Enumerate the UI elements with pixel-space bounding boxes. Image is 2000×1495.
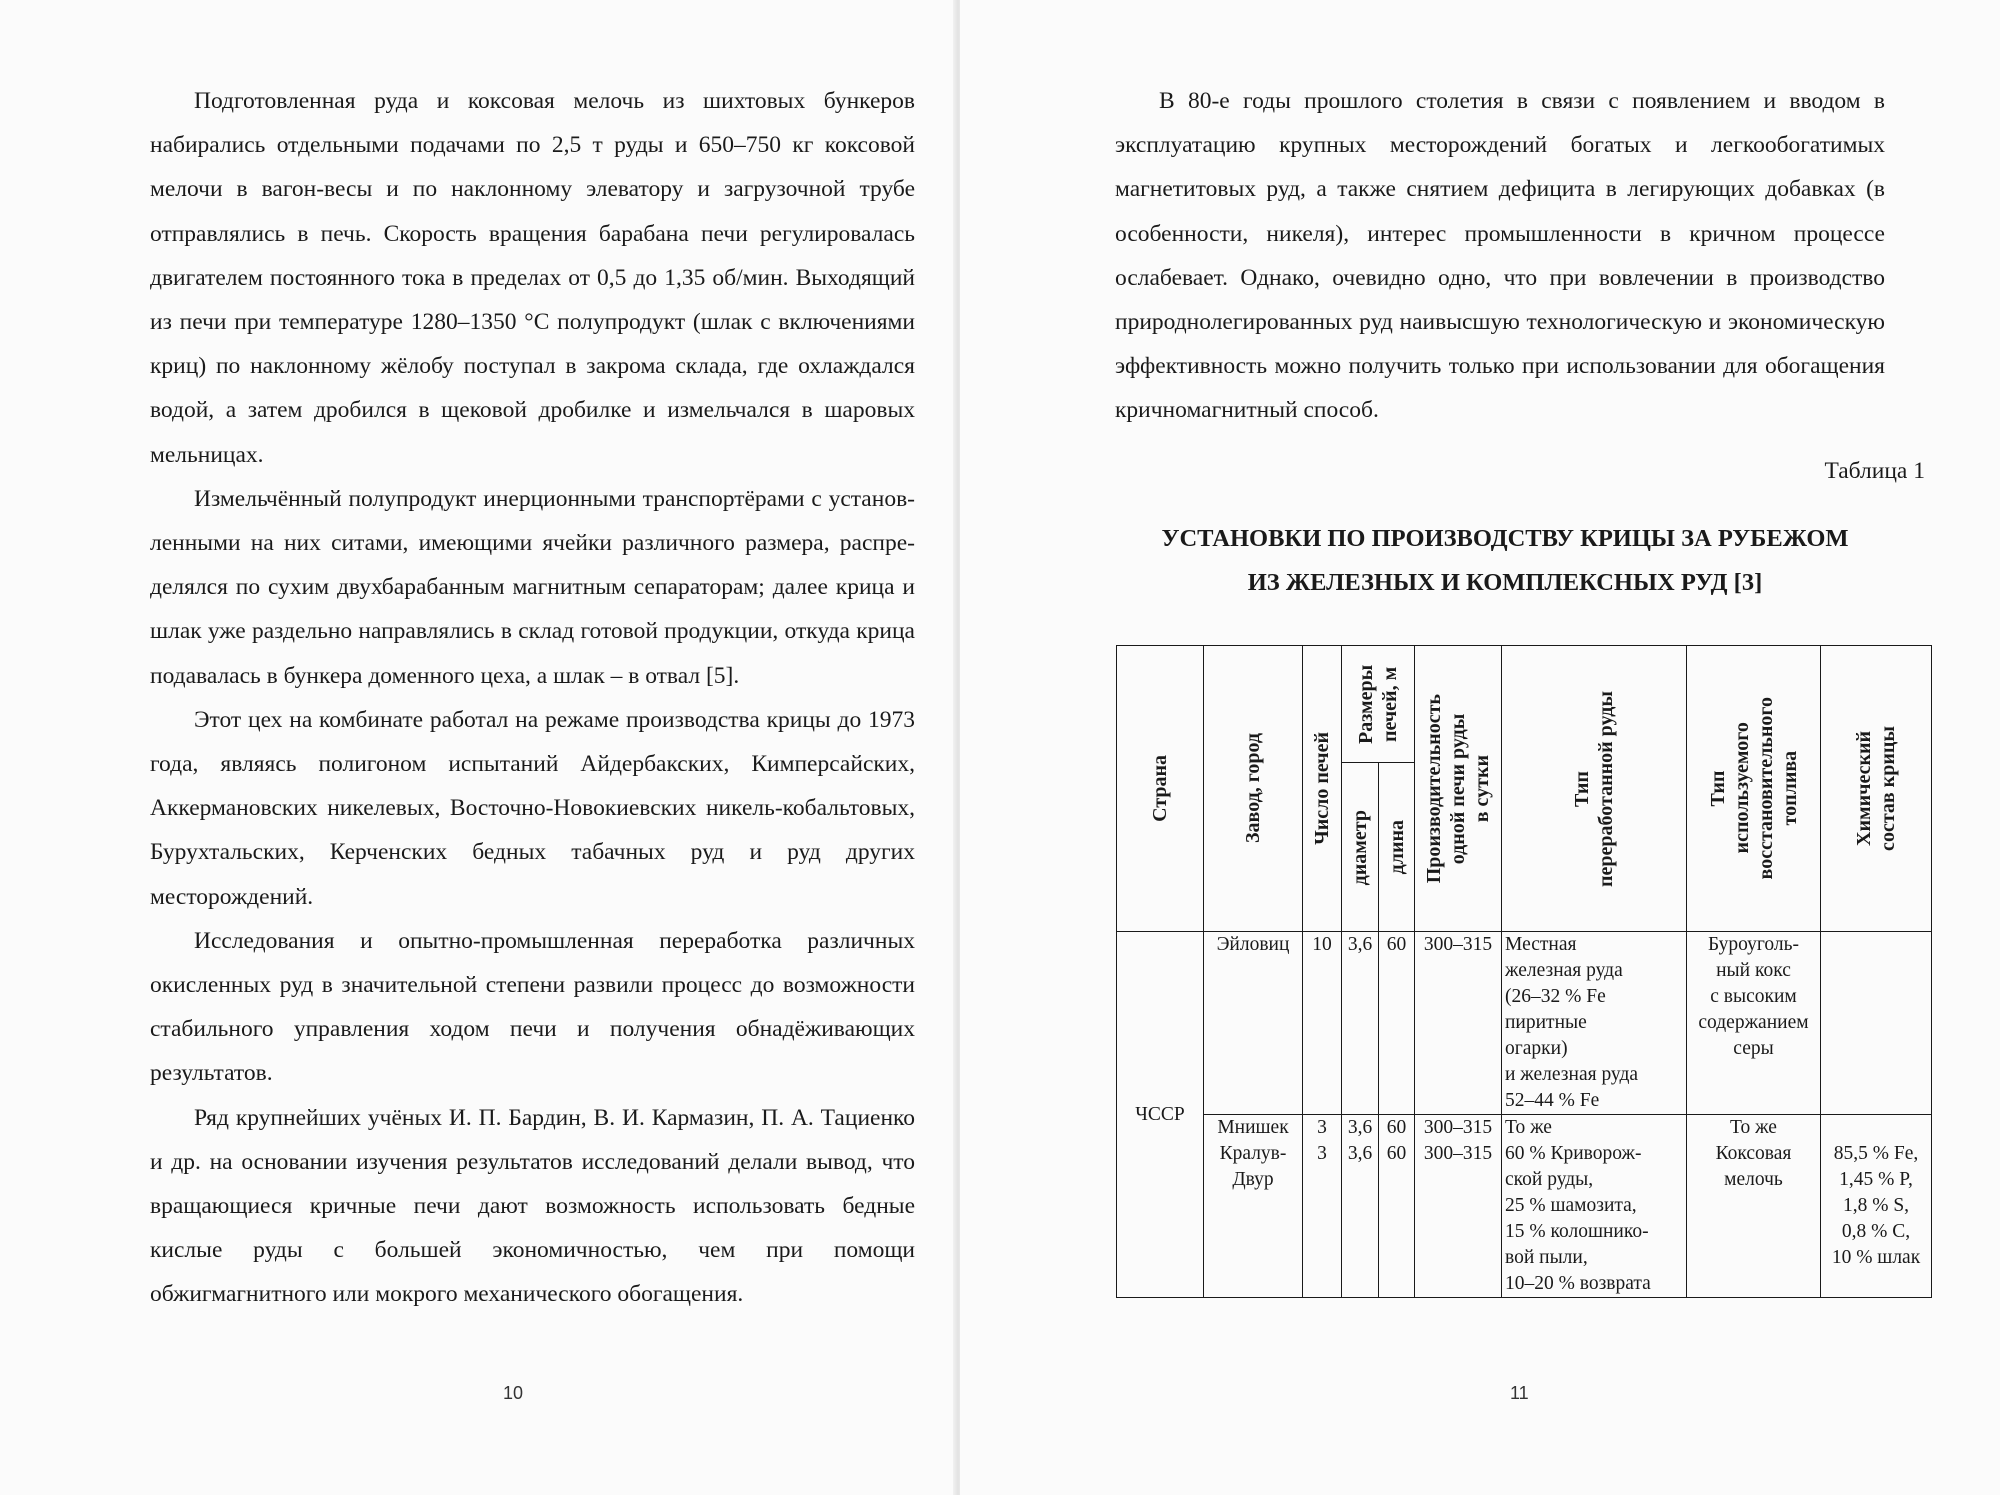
cell-productivity: 300–315 300–315 — [1415, 1115, 1502, 1298]
header-chem: Химический состав крицы — [1821, 646, 1932, 932]
cell-count: 3 3 — [1303, 1115, 1342, 1298]
header-sizes: Размеры печей, м — [1342, 646, 1415, 763]
header-plant: Завод, город — [1204, 646, 1303, 932]
paragraph: Подготовленная руда и коксовая мелочь из шихтовых бункеров набирались отдельными подачами по 2,5 т руды и 650–750 кг коксовой мелочи в вагон-весы и по наклонному элеватору и загрузочной трубе отправлялись в печь. Скорость вращения барабана печи регулировалась двигателем постоянного тока в пределах от 0,5 до 1,35 об/мин. Выходящий из печи при температуре 1280–1350 °С полупродукт (шлак с включениями криц) по наклонному жёлобу поступал в закрома склада, где охлаждался водой, а затем дробился в щековой дробилке и измельчался в шаровых мельницах. — [150, 88, 915, 468]
header-ore-type: Тип переработанной руды — [1502, 646, 1687, 932]
cell-plant: Эйловиц — [1204, 932, 1303, 1115]
cell-fuel: Буроуголь- ный кокс с высоким содержанием серы — [1687, 932, 1821, 1115]
header-fuel-type: Тип используемого восстановительного топлива — [1687, 646, 1821, 932]
cell-length: 60 — [1379, 932, 1415, 1115]
paragraph: Ряд крупнейших учёных И. П. Бардин, В. И. Кармазин, П. А. Тациенко и др. на основании изучения результатов исследований делали вывод, что вращающиеся кричные печи дают возможность использовать бедные кислые руды с большей экономичностью, чем при помощи обжигмагнитного или мокрого механического обогащения. — [150, 1104, 915, 1308]
page-number-right: 11 — [1510, 1383, 1529, 1403]
header-length: длина — [1379, 763, 1415, 932]
cell-ore: Местная железная руда (26–32 % Fe пиритные огарки) и железная руда 52–44 % Fe — [1502, 932, 1687, 1115]
header-country: Страна — [1117, 646, 1204, 932]
cell-plant: Мнишек Кралув- Двур — [1204, 1115, 1303, 1298]
header-productivity: Производительность одной печи руды в сутки — [1415, 646, 1502, 932]
header-furnace-count: Число печей — [1303, 646, 1342, 932]
paragraph: В 80-е годы прошлого столетия в связи с появлением и вводом в эксплуатацию крупных месторождений богатых и легкообогатимых магнетитовых руд, а также снятием дефицита в легирующих добавках (в особенности, никеля), интерес промышленности в кричном процессе ослабевает. Однако, очевидно одно, что при вовлечении в производство природнолегированных руд наивысшую технологическую и экономическую эффективность можно получить только при использовании для обогащения кричномагнитный способ. — [1115, 88, 1885, 424]
table-row — [1117, 1115, 1932, 1298]
left-body-text — [150, 79, 915, 1317]
right-body-text — [1115, 79, 1885, 433]
cell-diameter: 3,6 — [1342, 932, 1379, 1115]
furnace-table — [1116, 645, 1932, 1298]
cell-chem: 85,5 % Fe, 1,45 % P, 1,8 % S, 0,8 % C, 10 % шлак — [1821, 1115, 1932, 1298]
paragraph: Этот цех на комбинате работал на режаме производства крицы до 1973 года, являясь полигоном испытаний Айдербакских, Кимперсайских, Аккермановских никелевых, Восточно-Новокиевских никель-кобальтовых, Бурухтальских, Керченских бедных табачных руд и руд других месторождений. — [150, 706, 915, 910]
cell-fuel: То же Коксовая мелочь — [1687, 1115, 1821, 1298]
paragraph: Измельчённый полупродукт инерционными транспортёрами с установ-ленными на них ситами, имеющими ячейки различного размера, распре-делялся по сухим двухбарабанным магнитным сепараторам; далее крица и шлак уже раздельно направлялись в склад готовой продукции, откуда крица подавалась в бункера доменного цеха, а шлак – в отвал [5]. — [150, 485, 915, 689]
right-page — [960, 0, 2000, 1495]
cell-diameter: 3,6 3,6 — [1342, 1115, 1379, 1298]
left-page — [0, 0, 956, 1495]
cell-count: 10 — [1303, 932, 1342, 1115]
paragraph: Исследования и опытно-промышленная переработка различных окисленных руд в значительной степени развили процесс до возможности стабильного управления ходом печи и получения обнадёживающих результатов. — [150, 927, 915, 1087]
table-label: Таблица 1 — [1824, 458, 1925, 484]
table-title-line: ИЗ ЖЕЛЕЗНЫХ И КОМПЛЕКСНЫХ РУД [3] — [1247, 569, 1763, 596]
page-number-left: 10 — [503, 1383, 524, 1403]
cell-length: 60 60 — [1379, 1115, 1415, 1298]
cell-country: ЧССР — [1117, 932, 1204, 1298]
cell-chem — [1821, 932, 1932, 1115]
table-title — [1115, 517, 1895, 605]
table-row — [1117, 932, 1932, 1115]
cell-ore: То же 60 % Криворож- ской руды, 25 % шамозита, 15 % колошнико- вой пыли, 10–20 % возврата — [1502, 1115, 1687, 1298]
cell-productivity: 300–315 — [1415, 932, 1502, 1115]
table-title-line: УСТАНОВКИ ПО ПРОИЗВОДСТВУ КРИЦЫ ЗА РУБЕЖОМ — [1161, 525, 1849, 552]
header-diameter: диаметр — [1342, 763, 1379, 932]
